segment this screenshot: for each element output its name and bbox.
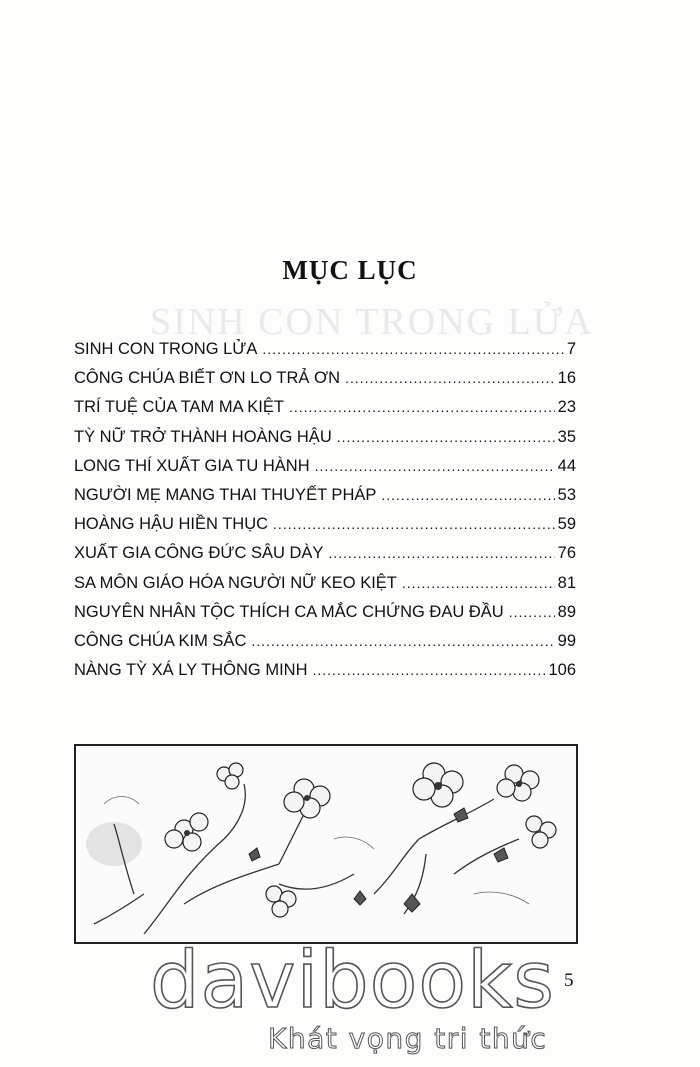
toc-entry-label: HOÀNG HẬU HIỀN THỤC bbox=[74, 515, 269, 534]
toc-leader-dots bbox=[402, 575, 555, 591]
toc-leader-dots bbox=[509, 604, 555, 620]
toc-entry[interactable] bbox=[74, 486, 576, 515]
toc-entry[interactable] bbox=[74, 632, 576, 661]
toc-entry-label: LONG THÍ XUẤT GIA TU HÀNH bbox=[74, 456, 310, 475]
toc-entry-page: 23 bbox=[557, 398, 576, 417]
flower-sketch-icon bbox=[74, 744, 578, 944]
toc-entry-page: 99 bbox=[557, 631, 576, 650]
toc-entry[interactable] bbox=[74, 369, 576, 398]
toc-entry[interactable] bbox=[74, 515, 576, 544]
toc-entry-label: CÔNG CHÚA KIM SẮC bbox=[74, 631, 247, 650]
toc-leader-dots bbox=[315, 458, 555, 474]
toc-leader-dots bbox=[313, 662, 546, 678]
toc-entry-page: 35 bbox=[557, 427, 576, 446]
toc-entry-page: 16 bbox=[557, 369, 576, 388]
toc-entry-label: NGUYÊN NHÂN TỘC THÍCH CA MẮC CHỨNG ĐAU ĐẦU bbox=[74, 602, 504, 621]
watermark-logo: davibooks bbox=[150, 936, 555, 1026]
toc-entry-page: 44 bbox=[557, 456, 576, 475]
toc-leader-dots bbox=[345, 370, 555, 386]
page-title: MỤC LỤC bbox=[282, 255, 418, 285]
toc-entry-label: NÀNG TỲ XÁ LY THÔNG MINH bbox=[74, 661, 308, 680]
toc-entry-page: 76 bbox=[557, 544, 576, 563]
toc-entry-label: SA MÔN GIÁO HÓA NGƯỜI NỮ KEO KIỆT bbox=[74, 573, 397, 592]
toc-entry-page: 89 bbox=[557, 602, 576, 621]
toc-leader-dots bbox=[289, 399, 555, 415]
toc-leader-dots bbox=[251, 633, 554, 649]
toc-entry[interactable] bbox=[74, 574, 576, 603]
toc-entry-page: 81 bbox=[557, 573, 576, 592]
toc-entry-page: 106 bbox=[548, 661, 576, 680]
toc-entry-label: TỲ NỮ TRỞ THÀNH HOÀNG HẬU bbox=[74, 427, 332, 446]
toc-entry-page: 53 bbox=[557, 485, 576, 504]
toc-entry-page: 59 bbox=[557, 515, 576, 534]
toc-entry[interactable] bbox=[74, 457, 576, 486]
toc-entry-label: XUẤT GIA CÔNG ĐỨC SÂU DÀY bbox=[74, 544, 324, 563]
toc-entry[interactable] bbox=[74, 603, 576, 632]
toc-entry-label: TRÍ TUỆ CỦA TAM MA KIỆT bbox=[74, 398, 284, 417]
toc-leader-dots bbox=[328, 545, 554, 561]
toc-leader-dots bbox=[262, 341, 563, 357]
toc-entry[interactable] bbox=[74, 428, 576, 457]
toc-entry-page: 7 bbox=[566, 340, 576, 358]
table-of-contents bbox=[74, 340, 576, 690]
toc-entry-label: SINH CON TRONG LỬA bbox=[74, 340, 258, 358]
toc-entry[interactable] bbox=[74, 661, 576, 690]
page-number: 5 bbox=[564, 970, 574, 991]
toc-entry[interactable] bbox=[74, 544, 576, 573]
toc-leader-dots bbox=[381, 487, 554, 503]
bleed-through-text: SINH CON TRONG LỬA bbox=[150, 301, 594, 343]
toc-leader-dots bbox=[337, 429, 555, 445]
toc-entry[interactable] bbox=[74, 340, 576, 369]
toc-entry[interactable] bbox=[74, 398, 576, 427]
watermark-slogan: Khát vọng tri thức bbox=[268, 1022, 548, 1055]
toc-entry-label: NGƯỜI MẸ MANG THAI THUYẾT PHÁP bbox=[74, 485, 377, 504]
toc-entry-label: CÔNG CHÚA BIẾT ƠN LO TRẢ ƠN bbox=[74, 369, 341, 388]
toc-leader-dots bbox=[273, 516, 555, 532]
